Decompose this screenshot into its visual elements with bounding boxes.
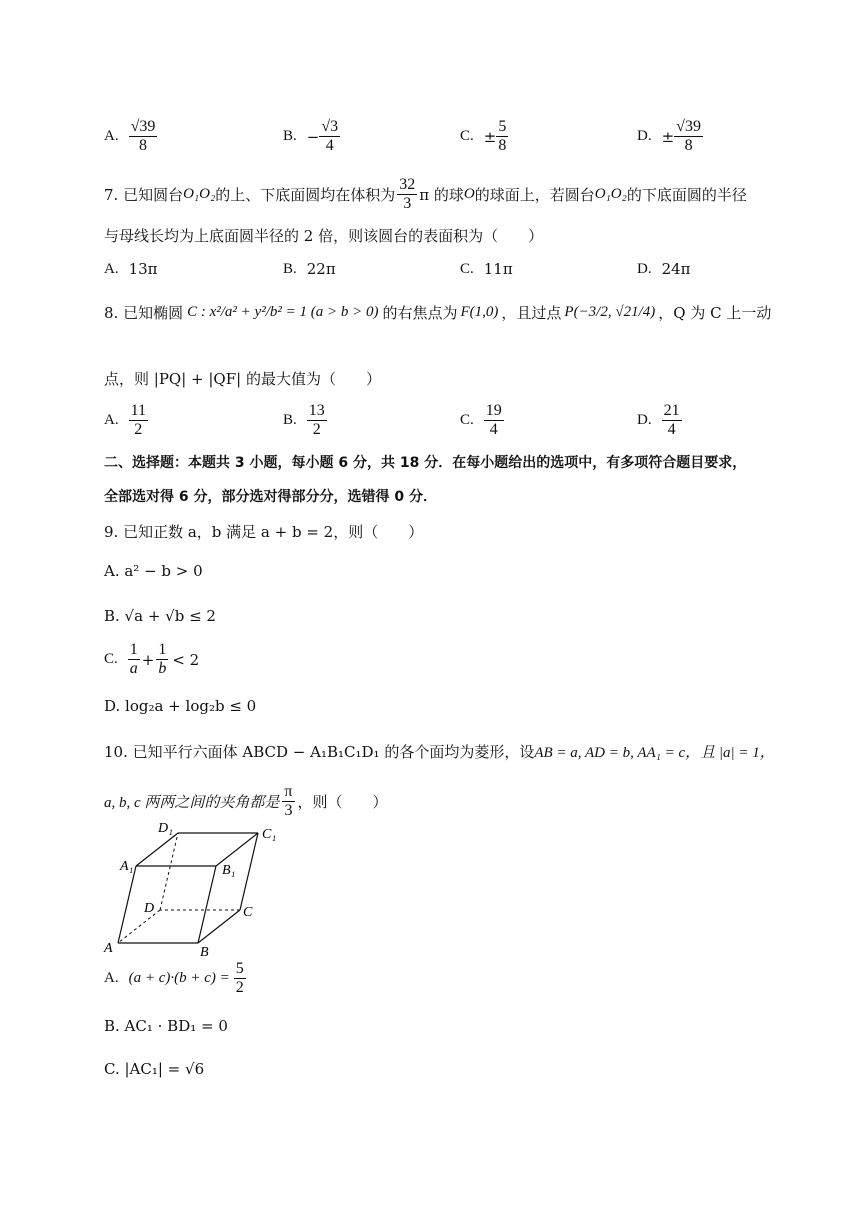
section-heading-line2: 全部选对得 6 分，部分选对得部分分，选错得 0 分． [104, 489, 437, 505]
q6-option-b [283, 118, 340, 156]
q8-stem-line2: 点，则 |PQ| + |QF| 的最大值为（ ） [104, 370, 381, 388]
fraction: $\frac{√39}{8}$ [676, 118, 701, 155]
fraction: $\frac{√3}{4}$ [321, 118, 339, 155]
sign: − [306, 127, 320, 146]
q9-option-b: B. √a + √b ≤ 2 [104, 607, 216, 625]
label-A1: A₁ [120, 859, 134, 874]
option-label: D. [637, 128, 652, 145]
q8-option-c: C. $\frac{19}{4}$ [460, 402, 502, 439]
option-label: C. [460, 128, 474, 145]
q9-option-d: D. log₂a + log₂b ≤ 0 [104, 697, 257, 715]
q6-option-c [460, 118, 508, 156]
label-D1: D₁ [158, 821, 173, 836]
q9-option-c: C. $\frac{1}{a}$ + $\frac{1}{b}$ < 2 [104, 641, 200, 678]
sign: ± [483, 127, 497, 146]
option-label: B. [283, 128, 297, 145]
q9-stem: 9. 已知正数 a，b 满足 a + b = 2，则（ ） [104, 523, 424, 541]
label-A: A [104, 941, 113, 956]
q9-option-a: A. a² − b > 0 [104, 562, 203, 580]
q8-option-d: D. $\frac{21}{4}$ [637, 402, 680, 439]
label-B1: B₁ [222, 863, 236, 878]
fraction: $\frac{5}{8}$ [498, 118, 507, 155]
label-D: D [144, 901, 155, 916]
parallelepiped-figure [100, 818, 290, 958]
q10-stem-line1: 10. 已知平行六面体 ABCD − A₁B₁C₁D₁ 的各个面均为菱形，设AB = a, AD = b, AA₁ = c，且 |a| = 1， [104, 743, 775, 761]
fraction: $\frac{√39}{8}$ [130, 118, 156, 155]
q8-stem-line1: 8. 已知椭圆 C : x²/a² + y²/b² = 1 (a > b > 0) 的右焦点为 F(1,0) ，且过点 P(−3/2, √21/4) ，Q 为 C 上一动 [104, 304, 772, 322]
label-C1: C₁ [262, 827, 277, 842]
q6-option-d [637, 118, 703, 156]
label-C: C [243, 905, 253, 920]
q6-option-a [104, 118, 157, 156]
label-B: B [200, 945, 209, 958]
q7-option-a: A. 13π [104, 260, 158, 278]
q7-option-d: D. 24π [637, 260, 691, 278]
q7-stem-line1: 7. 已知圆台 O₁O₂ 的上、下底面圆均在体积为 $\frac{32}{3}$ π 的球 O 的球面上，若圆台 O₁O₂ 的下底面圆的半径 [104, 176, 747, 213]
q10-option-a: A. (a + c)·(b + c) = $\frac{5}{2}$ [104, 960, 244, 997]
q8-option-b: B. $\frac{13}{2}$ [283, 402, 325, 439]
q7-stem-line2: 与母线长均为上底面圆半径的 2 倍，则该圆台的表面积为（ ） [104, 227, 544, 245]
q10-stem-line2: a, b, c 两两之间的夹角都是 $\frac{\pi}{3}$ ，则（ ） [104, 783, 388, 820]
q10-option-b: B. AC₁ · BD₁ = 0 [104, 1017, 228, 1035]
sign: ± [661, 127, 675, 146]
section-heading: 二、选择题：本题共 3 小题，每小题 6 分，共 18 分．在每小题给出的选项中，有多项符合题目要求， [104, 455, 747, 471]
q8-option-a: A. $\frac{11}{2}$ [104, 402, 146, 439]
volume-fraction: $\frac{32}{3}$ [399, 176, 416, 213]
q7-option-c: C. 11π [460, 260, 513, 278]
q7-option-b: B. 22π [283, 260, 336, 278]
option-label: A. [104, 128, 119, 145]
q10-option-c: C. |AC₁| = √6 [104, 1060, 205, 1078]
